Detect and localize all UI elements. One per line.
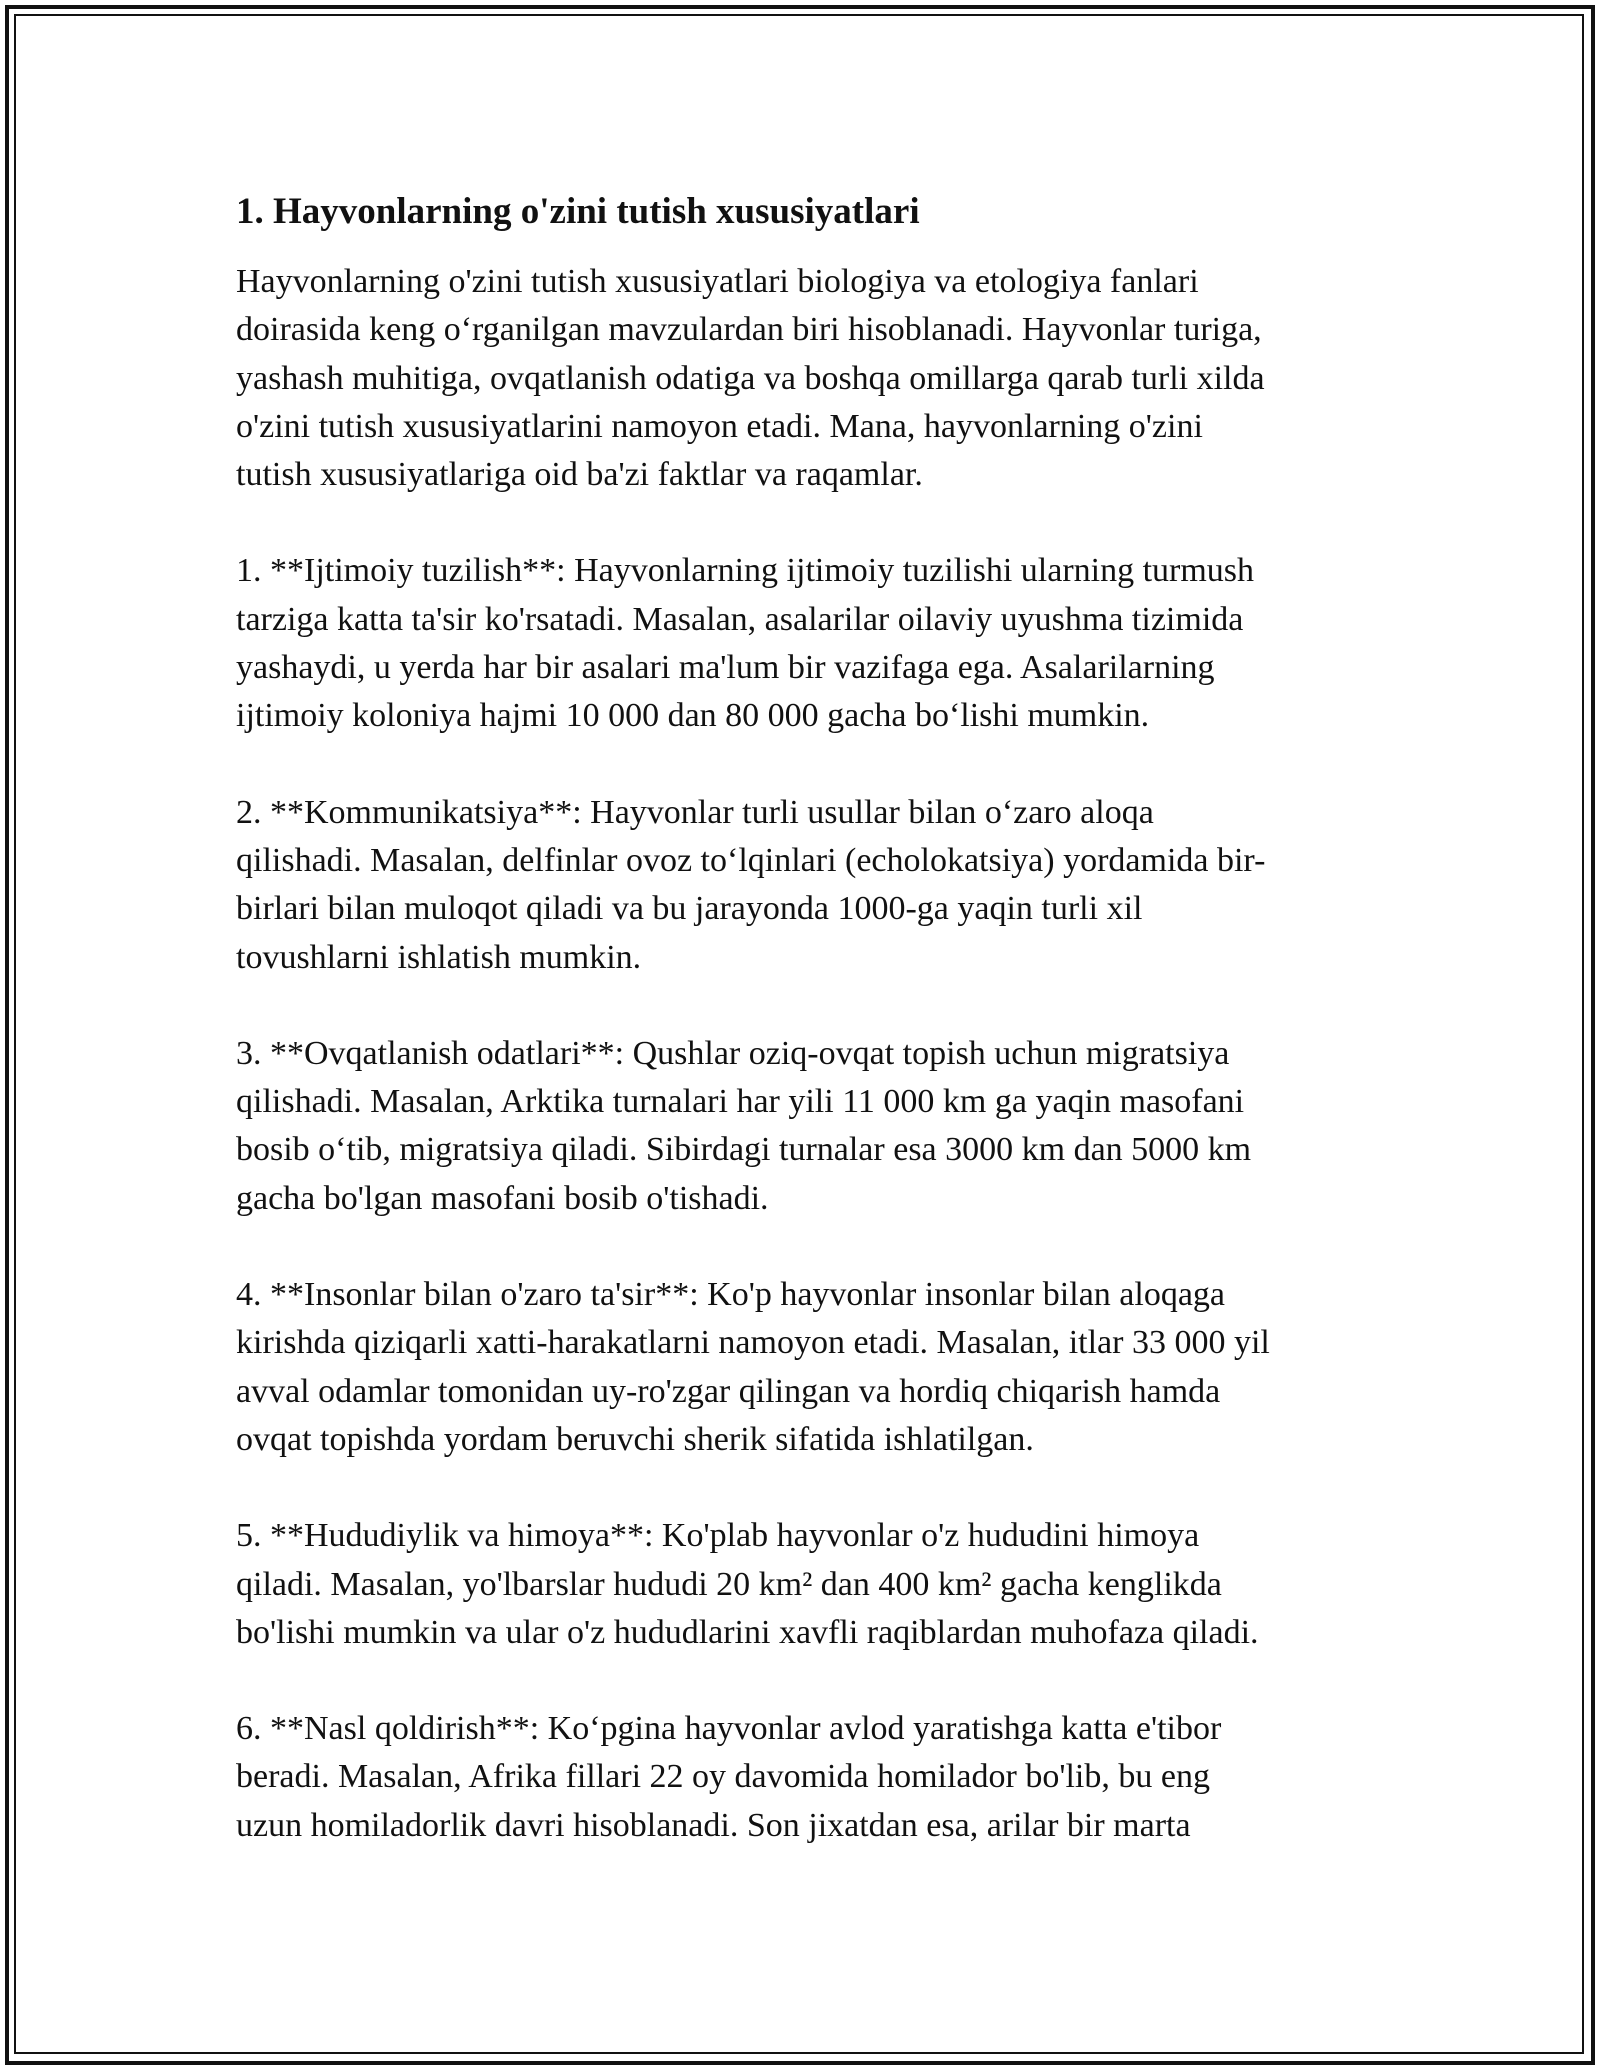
text-line: o'zini tutish xususiyatlarini namoyon etadi. Mana, hayvonlarning o'zini <box>236 407 1203 445</box>
text-line: uzun homiladorlik davri hisoblanadi. Son jixatdan esa, arilar bir marta <box>236 1806 1191 1844</box>
text-line: 1. **Ijtimoiy tuzilish**: Hayvonlarning ijtimoiy tuzilishi ularning turmush <box>236 552 1255 590</box>
text-line: avval odamlar tomonidan uy-ro'zgar qilingan va hordiq chiqarish hamda <box>236 1372 1221 1410</box>
text-line: gacha bo'lgan masofani bosib o'tishadi. <box>236 1179 769 1217</box>
list-paragraph-2 <box>236 789 1356 982</box>
text-line: qilishadi. Masalan, Arktika turnalari har yili 11 000 km ga yaqin masofani <box>236 1083 1245 1121</box>
document-body <box>236 188 1356 1898</box>
text-line: beradi. Masalan, Afrika fillari 22 oy davomida homilador bo'lib, bu eng <box>236 1758 1210 1796</box>
text-line: kirishda qiziqarli xatti-harakatlarni namoyon etadi. Masalan, itlar 33 000 yil <box>236 1324 1270 1362</box>
list-paragraph-5 <box>236 1512 1356 1657</box>
list-paragraph-3 <box>236 1030 1356 1223</box>
text-line: Hayvonlarning o'zini tutish xususiyatlari biologiya va etologiya fanlari <box>236 263 1199 300</box>
document-title: 1. Hayvonlarning o'zini tutish xususiyatlari <box>236 191 920 232</box>
text-line: tutish xususiyatlariga oid ba'zi faktlar va raqamlar. <box>236 456 923 494</box>
text-line: 3. **Ovqatlanish odatlari**: Qushlar oziq-ovqat topish uchun migratsiya <box>236 1034 1230 1072</box>
paragraph-list <box>236 258 1356 1850</box>
list-paragraph-4 <box>236 1271 1356 1464</box>
text-line: birlari bilan muloqot qiladi va bu jarayonda 1000-ga yaqin turli xil <box>236 890 1143 928</box>
text-line: 4. **Insonlar bilan o'zaro ta'sir**: Ko'p hayvonlar insonlar bilan aloqaga <box>236 1276 1226 1314</box>
text-line: 2. **Kommunikatsiya**: Hayvonlar turli usullar bilan o‘zaro aloqa <box>236 793 1154 831</box>
list-paragraph-6 <box>236 1705 1356 1850</box>
text-line: tarziga katta ta'sir ko'rsatadi. Masalan, asalarilar oilaviy uyushma tizimida <box>236 600 1244 638</box>
text-line: bosib o‘tib, migratsiya qiladi. Sibirdagi turnalar esa 3000 km dan 5000 km <box>236 1131 1252 1169</box>
text-line: ovqat topishda yordam beruvchi sherik sifatida ishlatilgan. <box>236 1420 1034 1458</box>
text-line: qiladi. Masalan, yo'lbarslar hududi 20 km² dan 400 km² gacha kenglikda <box>236 1565 1222 1603</box>
text-line: ijtimoiy koloniya hajmi 10 000 dan 80 000 gacha bo‘lishi mumkin. <box>236 697 1150 735</box>
text-line: tovushlarni ishlatish mumkin. <box>236 938 642 976</box>
intro-paragraph <box>236 258 1356 499</box>
text-line: 6. **Nasl qoldirish**: Ko‘pgina hayvonlar avlod yaratishga katta e'tibor <box>236 1710 1222 1748</box>
text-line: doirasida keng o‘rganilgan mavzulardan biri hisoblanadi. Hayvonlar turiga, <box>236 311 1262 349</box>
text-line: qilishadi. Masalan, delfinlar ovoz to‘lqinlari (echolokatsiya) yordamida bir- <box>236 841 1266 879</box>
list-paragraph-1 <box>236 547 1356 740</box>
text-line: bo'lishi mumkin va ular o'z hududlarini xavfli raqiblardan muhofaza qiladi. <box>236 1613 1259 1651</box>
text-line: yashash muhitiga, ovqatlanish odatiga va boshqa omillarga qarab turli xilda <box>236 359 1265 397</box>
text-line: 5. **Hududiylik va himoya**: Ko'plab hayvonlar o'z hududini himoya <box>236 1517 1200 1555</box>
text-line: yashaydi, u yerda har bir asalari ma'lum bir vazifaga ega. Asalarilarning <box>236 649 1215 687</box>
